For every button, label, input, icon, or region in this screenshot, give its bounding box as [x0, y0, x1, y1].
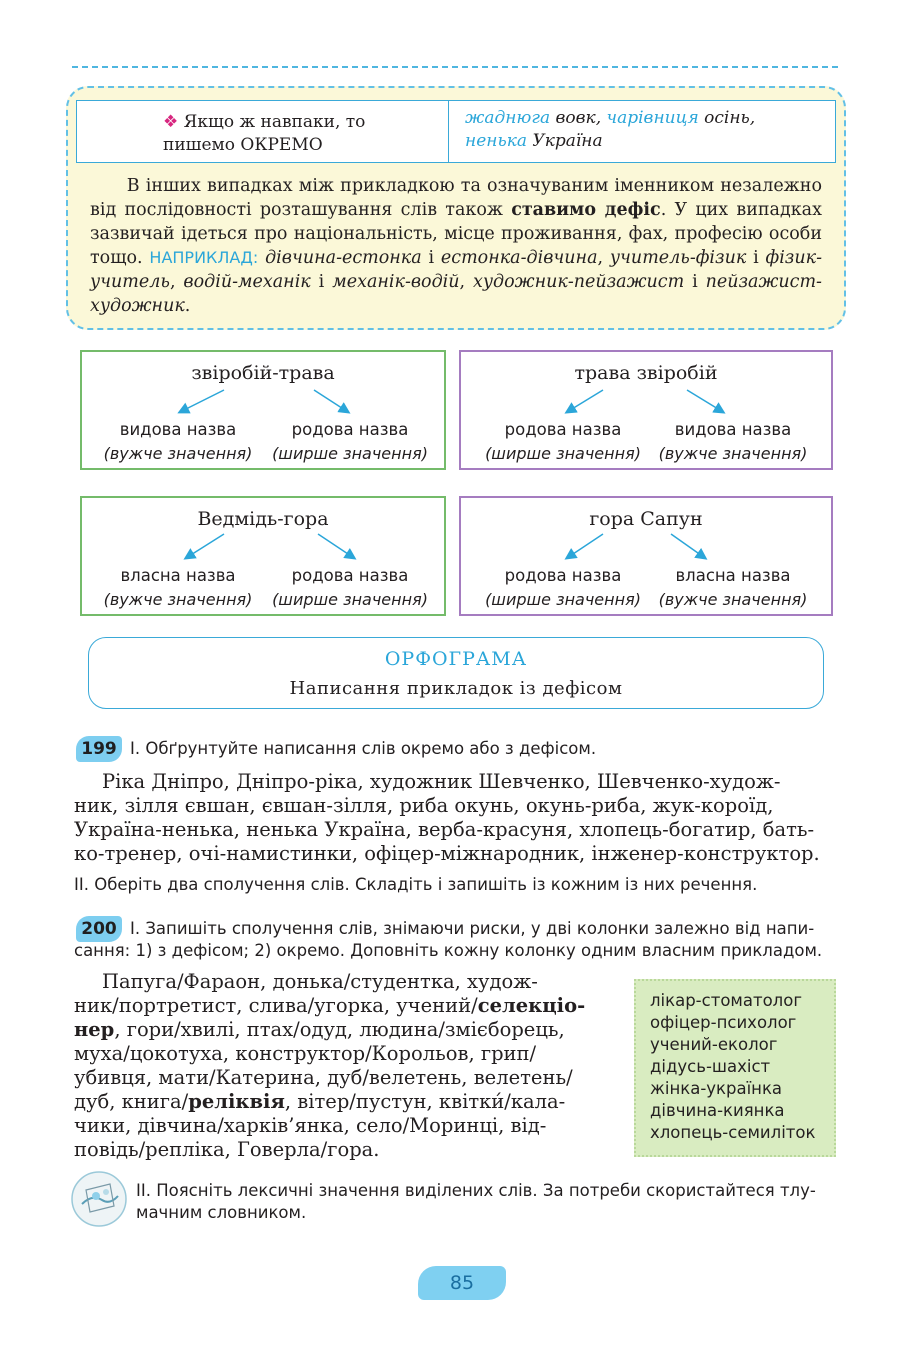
example-word: Україна — [527, 131, 603, 151]
orfograma-title: ОРФОГРАМА — [384, 648, 528, 670]
scheme-right-sub: (ширше значення) — [272, 590, 428, 609]
example-word: пейзажист-художник — [90, 272, 822, 316]
rule-left-line2: пишемо ОКРЕМО — [163, 135, 323, 155]
example-word: естонка-дівчина — [440, 248, 598, 268]
example-word: вовк, — [550, 108, 607, 128]
exercise-word: ник/портретист, слива/угорка, учений/ — [74, 994, 478, 1017]
connector: . — [184, 296, 191, 316]
list-item: жінка-українка — [650, 1079, 783, 1098]
connector: і — [684, 272, 706, 292]
rule-left-line1: Якщо ж навпаки, то — [183, 112, 366, 132]
example-word: жаднюга — [465, 108, 551, 128]
scheme-box-3 — [80, 496, 446, 616]
list-item: лікар-стоматолог — [650, 991, 802, 1010]
diamond-icon: ❖ — [163, 112, 179, 132]
rule-paragraph — [90, 174, 822, 318]
scheme-left-sub: (ширше значення) — [485, 444, 641, 463]
orfograma-subtitle: Написання прикладок із дефісом — [289, 678, 623, 699]
scheme-left-label: видова назва — [119, 420, 237, 439]
scheme-right-label: родова назва — [291, 566, 409, 585]
connector: і — [310, 272, 333, 292]
example-word: ненька — [465, 131, 527, 151]
exercise-line: муха/цокотуха, конструктор/Корольов, грип/ — [74, 1042, 537, 1065]
scheme-left-sub: (вужче значення) — [103, 444, 253, 463]
exercise-line: Папуга/Фараон, донька/студентка, худож- — [102, 970, 538, 993]
paragraph-text: . У цих випадках зазвичай ідеться про національність, місце проживання, фах, професію особи тощо. — [90, 200, 822, 268]
scheme-head: Ведмідь-гора — [197, 508, 329, 530]
exercise-task: II. Поясніть лексичні значення виділених слів. За потреби скористайтеся тлу- — [136, 1181, 816, 1200]
example-label: НАПРИКЛАД: — [149, 248, 259, 267]
exercise-line: Україна-ненька, ненька Україна, верба-красуня, хлопець-богатир, бать- — [74, 818, 815, 841]
connector: і — [746, 248, 766, 268]
exercise-line: убивця, мати/Катерина, дуб/велетень, велетень/ — [74, 1066, 573, 1089]
exercise-task: мачним словником. — [136, 1203, 307, 1222]
examples-list — [634, 979, 836, 1157]
orfograma-box — [88, 637, 824, 709]
scheme-right-sub: (ширше значення) — [272, 444, 428, 463]
list-item: хлопець-семиліток — [650, 1123, 816, 1142]
example-word: механік-водій — [332, 272, 460, 292]
list-item: дідусь-шахіст — [650, 1057, 771, 1076]
exercise-line: ко-тренер, очі-намистинки, офіцер-міжнародник, інженер-конструктор. — [74, 842, 820, 865]
scheme-left-label: власна назва — [120, 566, 236, 585]
top-divider — [72, 66, 838, 68]
rule-left-cell — [77, 101, 449, 162]
scheme-box-4 — [459, 496, 833, 616]
exercise-line: чики, дівчина/харків’янка, село/Моринці, від- — [74, 1114, 547, 1137]
example-word: художник-пейзажист — [473, 272, 685, 292]
scheme-box-1 — [80, 350, 446, 470]
rule-table — [76, 100, 836, 163]
example-word: фізик-учитель — [90, 248, 822, 292]
example-word: осінь, — [698, 108, 756, 128]
list-item: дівчина-киянка — [650, 1101, 785, 1120]
paragraph-text: В інших випадках між прикладкою та означуваним іменником незалежно від послідовності розташування слів також — [90, 176, 822, 220]
example-word: дівчина-естонка — [258, 248, 422, 268]
example-word: чарівниця — [606, 108, 699, 128]
exercise-word: , вітер/пустун, квітки́/кала- — [284, 1090, 566, 1113]
scheme-left-label: родова назва — [504, 420, 622, 439]
example-word: учитель-фізик — [609, 248, 747, 268]
scheme-right-label: власна назва — [675, 566, 791, 585]
connector: , — [169, 272, 184, 292]
exercise-word: дуб, книга/ — [74, 1090, 189, 1113]
highlighted-word: реліквія — [188, 1090, 285, 1113]
exercise-task: I. Запишіть сполучення слів, знімаючи риски, у дві колонки залежно від напи- — [130, 919, 815, 938]
exercise-number-badge: 200 — [76, 916, 122, 942]
exercise-199-text — [74, 770, 840, 866]
exercise-task: II. Оберіть два сполучення слів. Складіть і запишіть із кожним із них речення. — [74, 875, 758, 894]
scheme-right-sub: (вужче значення) — [658, 444, 808, 463]
scheme-head: трава звіробій — [574, 362, 718, 384]
scheme-right-sub: (вужче значення) — [658, 590, 808, 609]
dictionary-icon — [70, 1170, 128, 1228]
exercise-number-badge: 199 — [76, 736, 122, 762]
example-word: водій-механік — [183, 272, 311, 292]
page-number: 85 — [418, 1266, 506, 1300]
list-item: офіцер-психолог — [650, 1013, 797, 1032]
scheme-box-2 — [459, 350, 833, 470]
highlighted-word: селекціо- — [477, 994, 586, 1017]
exercise-task: I. Обґрунтуйте написання слів окремо або з дефісом. — [130, 739, 597, 758]
scheme-right-label: видова назва — [674, 420, 792, 439]
scheme-left-label: родова назва — [504, 566, 622, 585]
scheme-left-sub: (ширше значення) — [485, 590, 641, 609]
scheme-head: гора Сапун — [589, 508, 703, 530]
highlighted-word: нер — [74, 1018, 115, 1041]
list-item: учений-еколог — [650, 1035, 778, 1054]
exercise-200-text — [74, 970, 608, 1162]
scheme-head: звіробій-трава — [191, 362, 335, 384]
exercise-line: ник, зілля євшан, євшан-зілля, риба окунь, окунь-риба, жук-короїд, — [74, 794, 774, 817]
exercise-line: повідь/репліка, Говерла/гора. — [74, 1138, 380, 1161]
exercise-line: Ріка Дніпро, Дніпро-ріка, художник Шевченко, Шевченко-худож- — [102, 770, 781, 793]
scheme-right-label: родова назва — [291, 420, 409, 439]
connector: , — [459, 272, 474, 292]
connector: і — [421, 248, 441, 268]
rule-right-cell — [449, 101, 835, 162]
scheme-left-sub: (вужче значення) — [103, 590, 253, 609]
connector: , — [597, 248, 610, 268]
exercise-word: , гори/хвилі, птах/одуд, людина/змієборець, — [114, 1018, 565, 1041]
paragraph-bold: ставимо дефіс — [511, 200, 661, 220]
exercise-task: сання: 1) з дефісом; 2) окремо. Доповніть кожну колонку одним власним прикладом. — [74, 941, 823, 960]
